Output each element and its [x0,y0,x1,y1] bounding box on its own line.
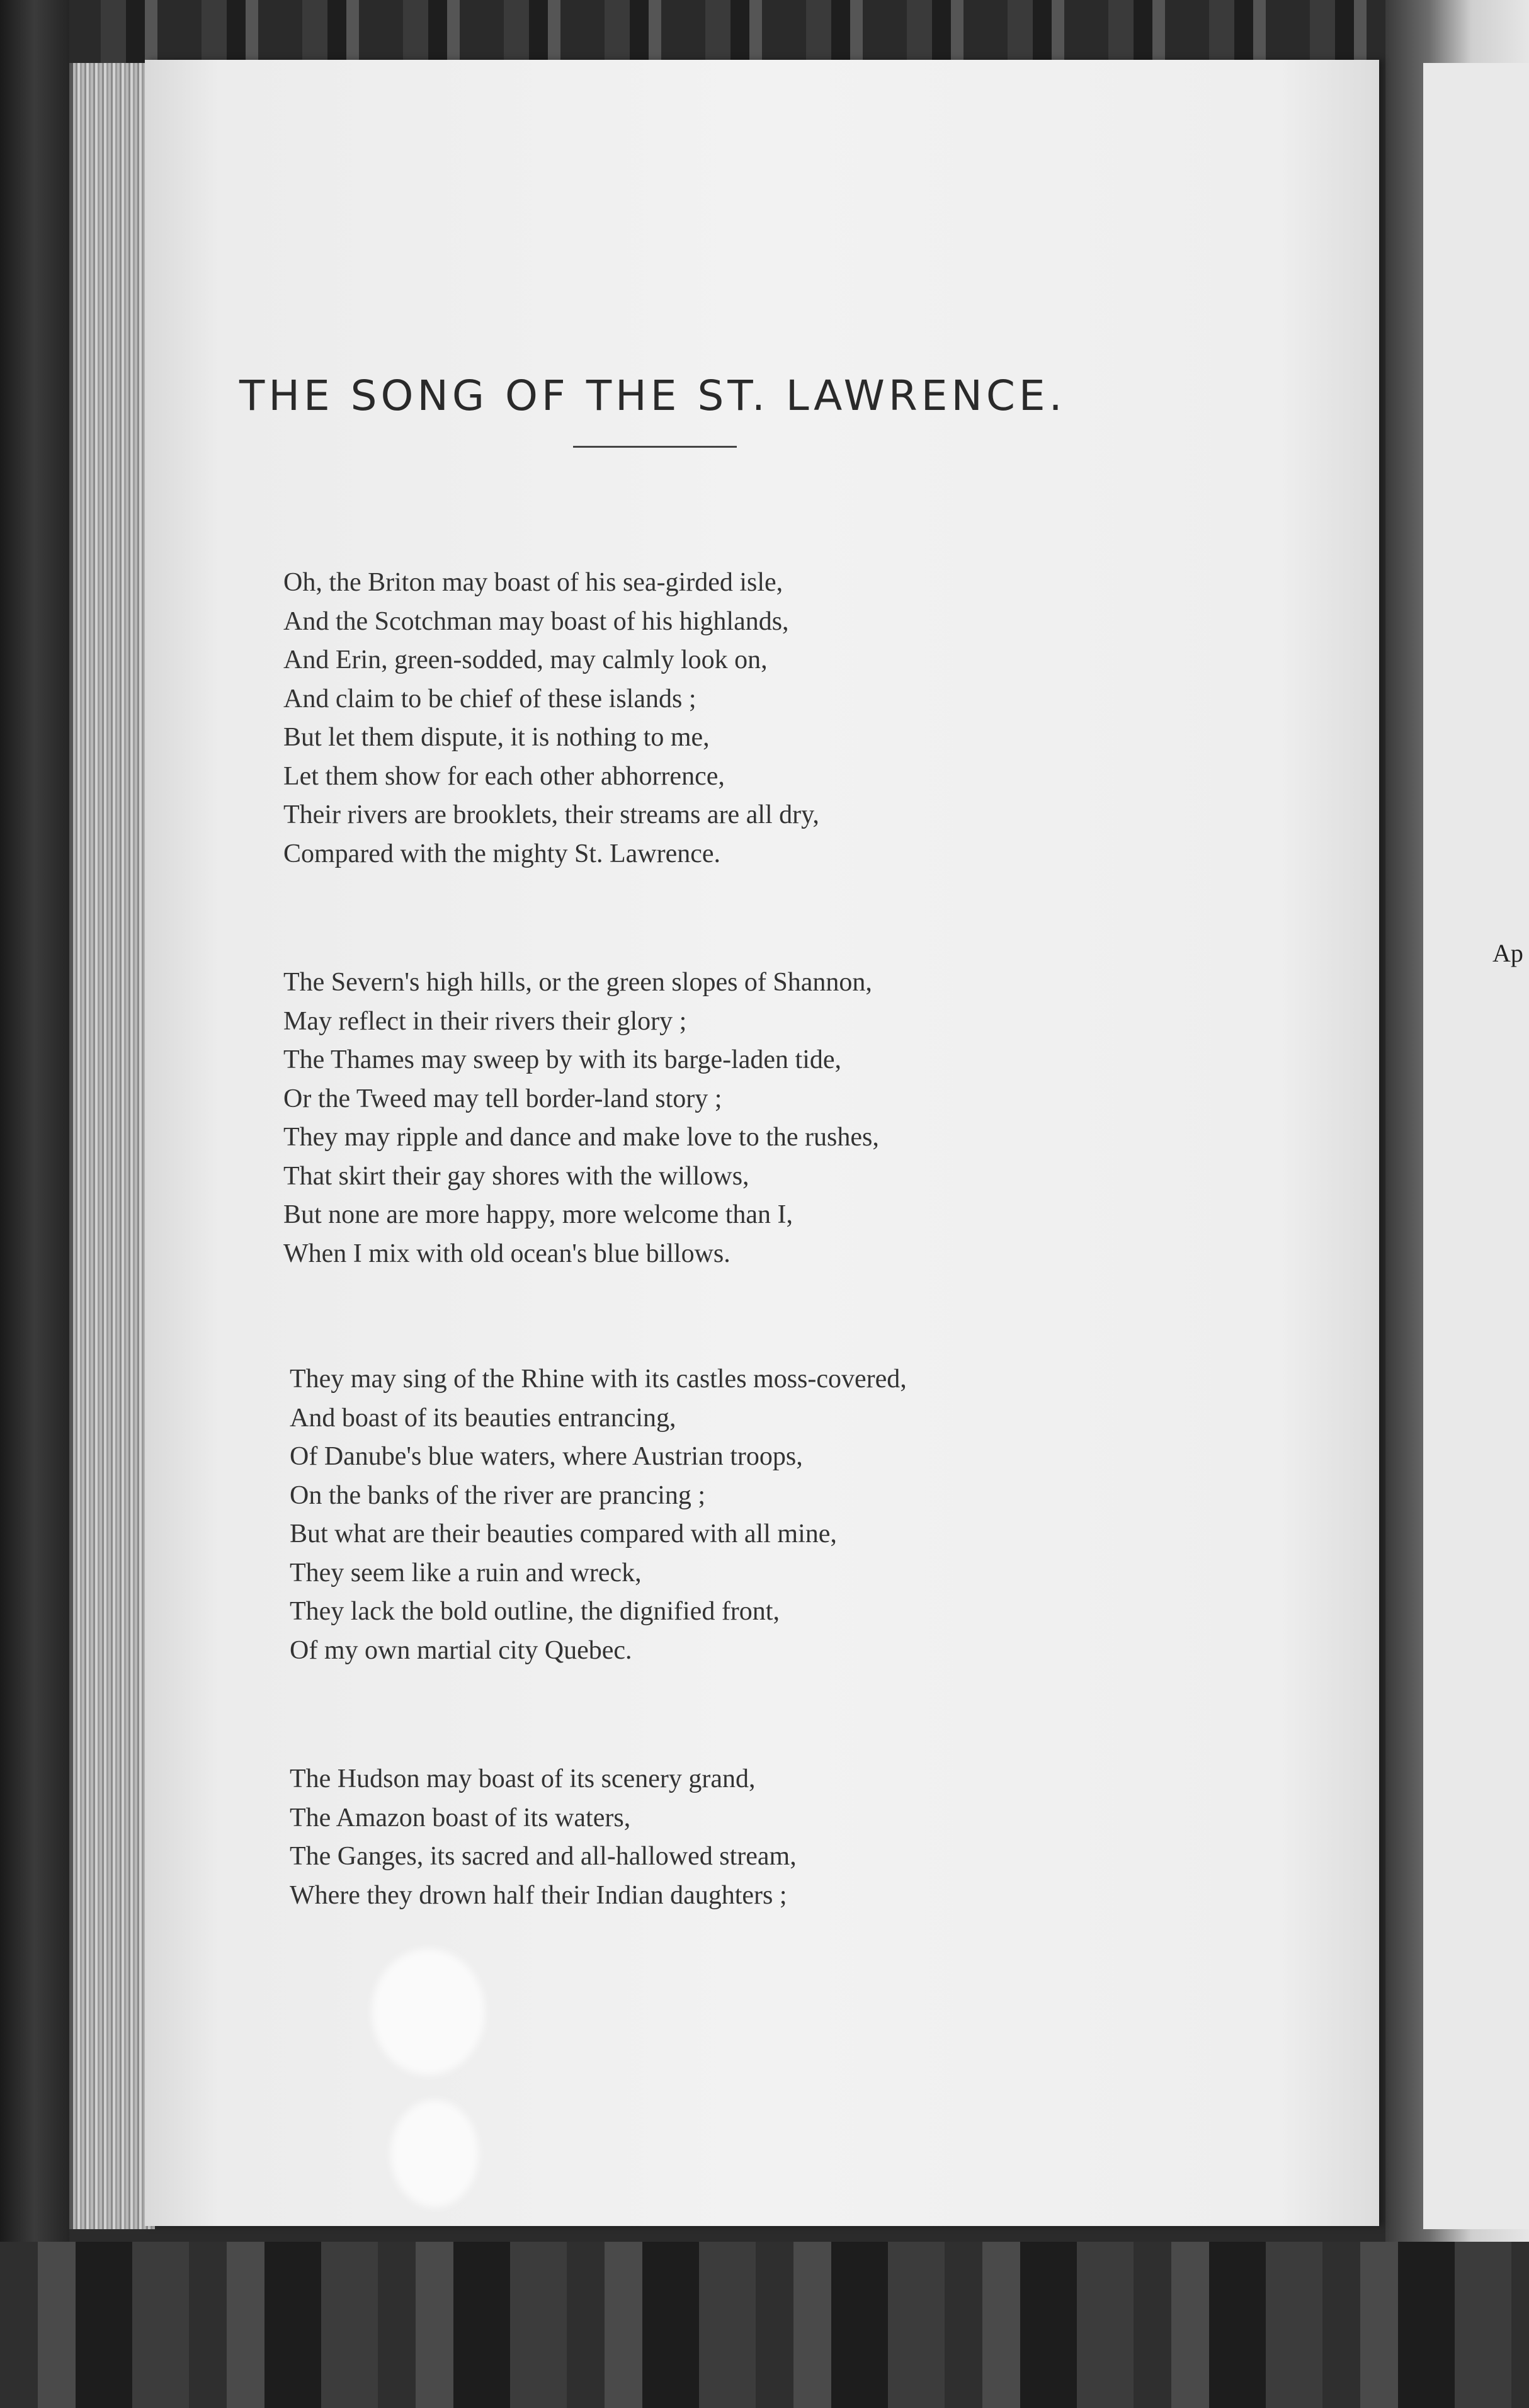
scanner-background-left [0,0,69,2408]
poem-line: And claim to be chief of these islands ; [283,684,696,713]
poem-line: Oh, the Briton may boast of his sea-girded isle, [283,568,783,597]
page-edges [69,63,155,2229]
poem-line: Let them show for each other abhorrence, [283,761,725,791]
poem-line: The Hudson may boast of its scenery grand, [290,1764,756,1793]
scanner-background-top [0,0,1529,69]
poem-line: But let them dispute, it is nothing to me, [283,723,710,752]
poem-line: Or the Tweed may tell border-land story ; [283,1084,722,1113]
poem-line: When I mix with old ocean's blue billows. [283,1239,730,1268]
poem-line: Where they drown half their Indian daughters ; [290,1880,787,1910]
poem-line: Their rivers are brooklets, their streams are all dry, [283,800,819,829]
poem-line: And Erin, green-sodded, may calmly look on, [283,645,768,674]
poem-line: Of my own martial city Quebec. [290,1635,632,1665]
poem-line: They lack the bold outline, the dignified front, [290,1597,780,1626]
poem-line: The Ganges, its sacred and all-hallowed stream, [290,1842,797,1871]
poem-line: But what are their beauties compared with all mine, [290,1519,837,1548]
poem-line: They may ripple and dance and make love to the rushes, [283,1123,879,1152]
poem-line: And the Scotchman may boast of his highlands, [283,606,789,636]
poem-line: They may sing of the Rhine with its castles moss-covered, [290,1365,907,1394]
poem-line: And boast of its beauties entrancing, [290,1403,676,1433]
poem-line: Compared with the mighty St. Lawrence. [283,839,721,868]
poem-line: On the banks of the river are prancing ; [290,1480,706,1510]
poem-line: The Thames may sweep by with its barge-laden tide, [283,1045,842,1074]
stanza-3 [290,1360,1360,1670]
title-underline [573,446,737,448]
stanza-4 [290,1760,1360,1915]
poem-line: Of Danube's blue waters, where Austrian troops, [290,1442,803,1471]
stanza-2 [283,963,1354,1273]
poem-line: They seem like a ruin and wreck, [290,1558,642,1587]
page-stain [372,1949,485,2075]
facing-page [1423,63,1529,2229]
scanner-background-bottom [0,2242,1529,2408]
poem-title: THE SONG OF THE ST. LAWRENCE. [239,372,1066,420]
page-stain [390,2100,479,2207]
poem-line: The Amazon boast of its waters, [290,1803,631,1832]
poem-line: That skirt their gay shores with the willows, [283,1161,749,1191]
stanza-1 [283,564,1354,873]
poem-line: May reflect in their rivers their glory ; [283,1006,687,1036]
facing-page-text: Ap [1492,939,1523,967]
poem-line: But none are more happy, more welcome than I, [283,1200,793,1229]
poem-line: The Severn's high hills, or the green slopes of Shannon, [283,968,872,997]
